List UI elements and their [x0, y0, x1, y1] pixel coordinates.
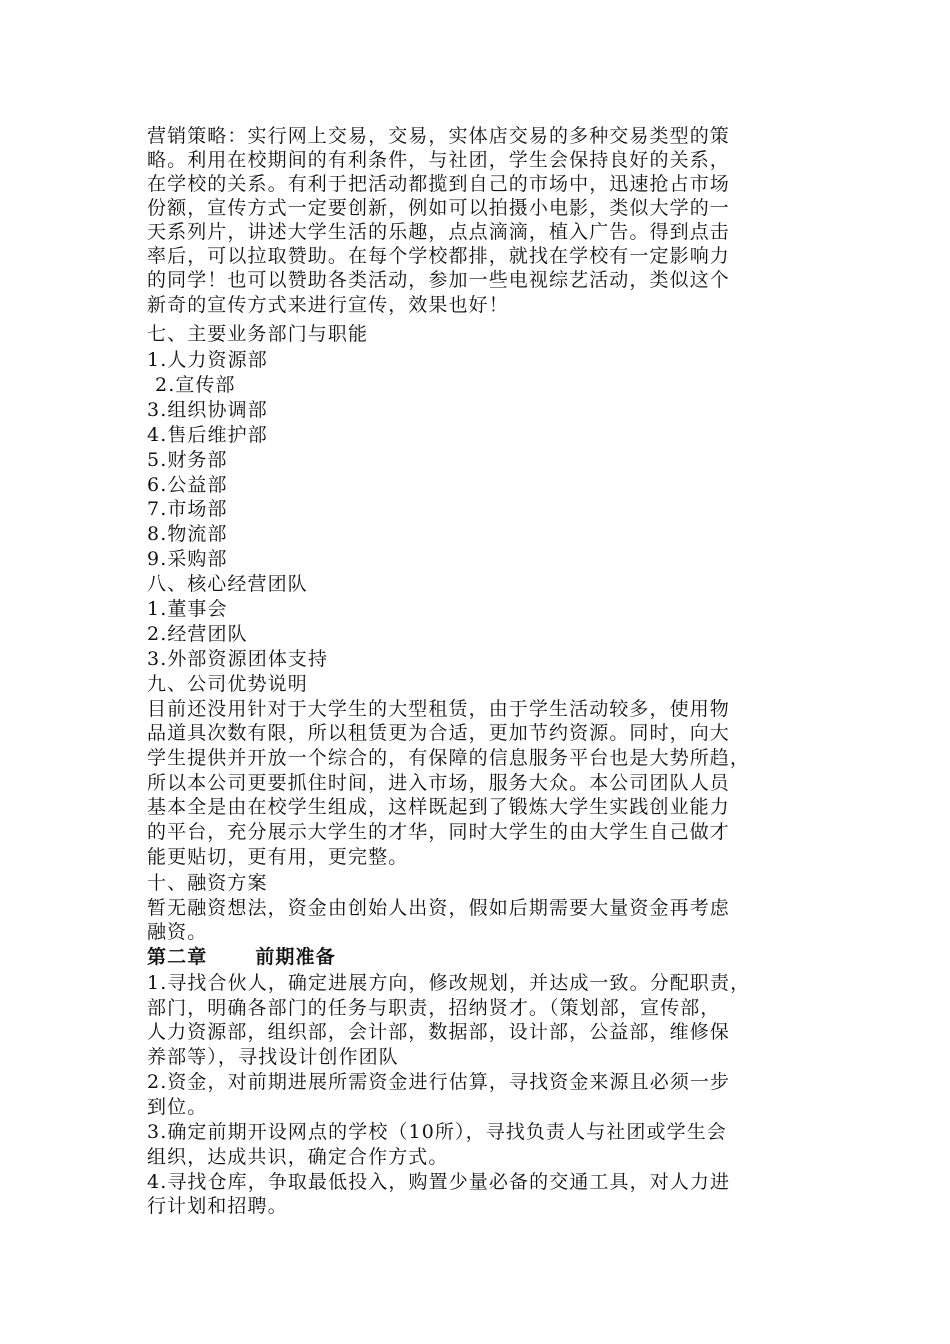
list-item: 8.物流部	[147, 523, 228, 545]
paragraph-line: 人力资源部，组织部，会计部，数据部，设计部，公益部，维修保	[147, 1021, 730, 1043]
marketing-line: 在学校的关系。有利于把活动都揽到自己的市场中，迅速抢占市场	[147, 173, 730, 195]
list-item: 3.组织协调部	[147, 399, 268, 421]
list-item: 4.售后维护部	[147, 424, 268, 446]
paragraph-line: 4.寻找仓库，争取最低投入，购置少量必备的交通工具，对人力进	[147, 1171, 731, 1193]
list-item: 2.宣传部	[155, 374, 236, 396]
list-item: 9.采购部	[147, 548, 228, 570]
paragraph-line: 组织，达成共识，确定合作方式。	[147, 1146, 449, 1168]
list-item: 1.人力资源部	[147, 349, 268, 371]
list-item: 1.董事会	[147, 598, 228, 620]
paragraph-line: 1.寻找合伙人，确定进展方向，修改规划，并达成一致。分配职责，	[147, 972, 751, 994]
paragraph-line: 到位。	[147, 1096, 208, 1118]
section-heading: 十、融资方案	[147, 872, 268, 894]
paragraph-line: 行计划和招聘。	[147, 1195, 288, 1217]
marketing-line: 率后，可以拉取赞助。在每个学校都排，就找在学校有一定影响力	[147, 245, 730, 267]
paragraph-line: 融资。	[147, 921, 208, 943]
paragraph-line: 基本全是由在校学生组成，这样既起到了锻炼大学生实践创业能力	[147, 796, 730, 818]
paragraph-line: 3.确定前期开设网点的学校（10所），寻找负责人与社团或学生会	[147, 1121, 727, 1143]
marketing-line: 营销策略：实行网上交易，交易，实体店交易的多种交易类型的策	[147, 125, 730, 147]
paragraph-line: 目前还没用针对于大学生的大型租赁，由于学生活动较多，使用物	[147, 698, 730, 720]
chapter-title: 前期准备	[255, 946, 336, 968]
paragraph-line: 所以本公司更要抓住时间，进入市场，服务大众。本公司团队人员	[147, 772, 730, 794]
marketing-line: 份额，宣传方式一定要创新，例如可以拍摄小电影，类似大学的一	[147, 197, 730, 219]
list-item: 6.公益部	[147, 474, 228, 496]
marketing-line: 新奇的宣传方式来进行宣传，效果也好！	[147, 294, 509, 316]
marketing-line: 天系列片，讲述大学生活的乐趣，点点滴滴，植入广告。得到点击	[147, 221, 730, 243]
chapter-label: 第二章	[147, 946, 208, 968]
paragraph-line: 学生提供并开放一个综合的，有保障的信息服务平台也是大势所趋，	[147, 747, 751, 769]
paragraph-line: 养部等），寻找设计创作团队	[147, 1046, 399, 1068]
section-heading: 九、公司优势说明	[147, 673, 308, 695]
marketing-line: 略。利用在校期间的有利条件，与社团，学生会保持良好的关系，	[147, 149, 730, 171]
paragraph-line: 部门，明确各部门的任务与职责，招纳贤才。（策划部，宣传部，	[147, 997, 721, 1019]
section-heading: 八、核心经营团队	[147, 573, 308, 595]
list-item: 2.经营团队	[147, 623, 248, 645]
paragraph-line: 的平台，充分展示大学生的才华，同时大学生的由大学生自己做才	[147, 821, 730, 843]
chapter-heading	[147, 945, 336, 969]
paragraph-line: 2.资金，对前期进展所需资金进行估算，寻找资金来源且必须一步	[147, 1071, 731, 1093]
paragraph-line: 能更贴切，更有用，更完整。	[147, 846, 409, 868]
list-item: 3.外部资源团体支持	[147, 648, 329, 670]
list-item: 7.市场部	[147, 498, 228, 520]
list-item: 5.财务部	[147, 449, 228, 471]
paragraph-line: 品道具次数有限，所以租赁更为合适，更加节约资源。同时，向大	[147, 722, 730, 744]
marketing-line: 的同学！也可以赞助各类活动，参加一些电视综艺活动，类似这个	[147, 269, 730, 291]
section-heading: 七、主要业务部门与职能	[147, 323, 369, 345]
paragraph-line: 暂无融资想法，资金由创始人出资，假如后期需要大量资金再考虑	[147, 897, 730, 919]
